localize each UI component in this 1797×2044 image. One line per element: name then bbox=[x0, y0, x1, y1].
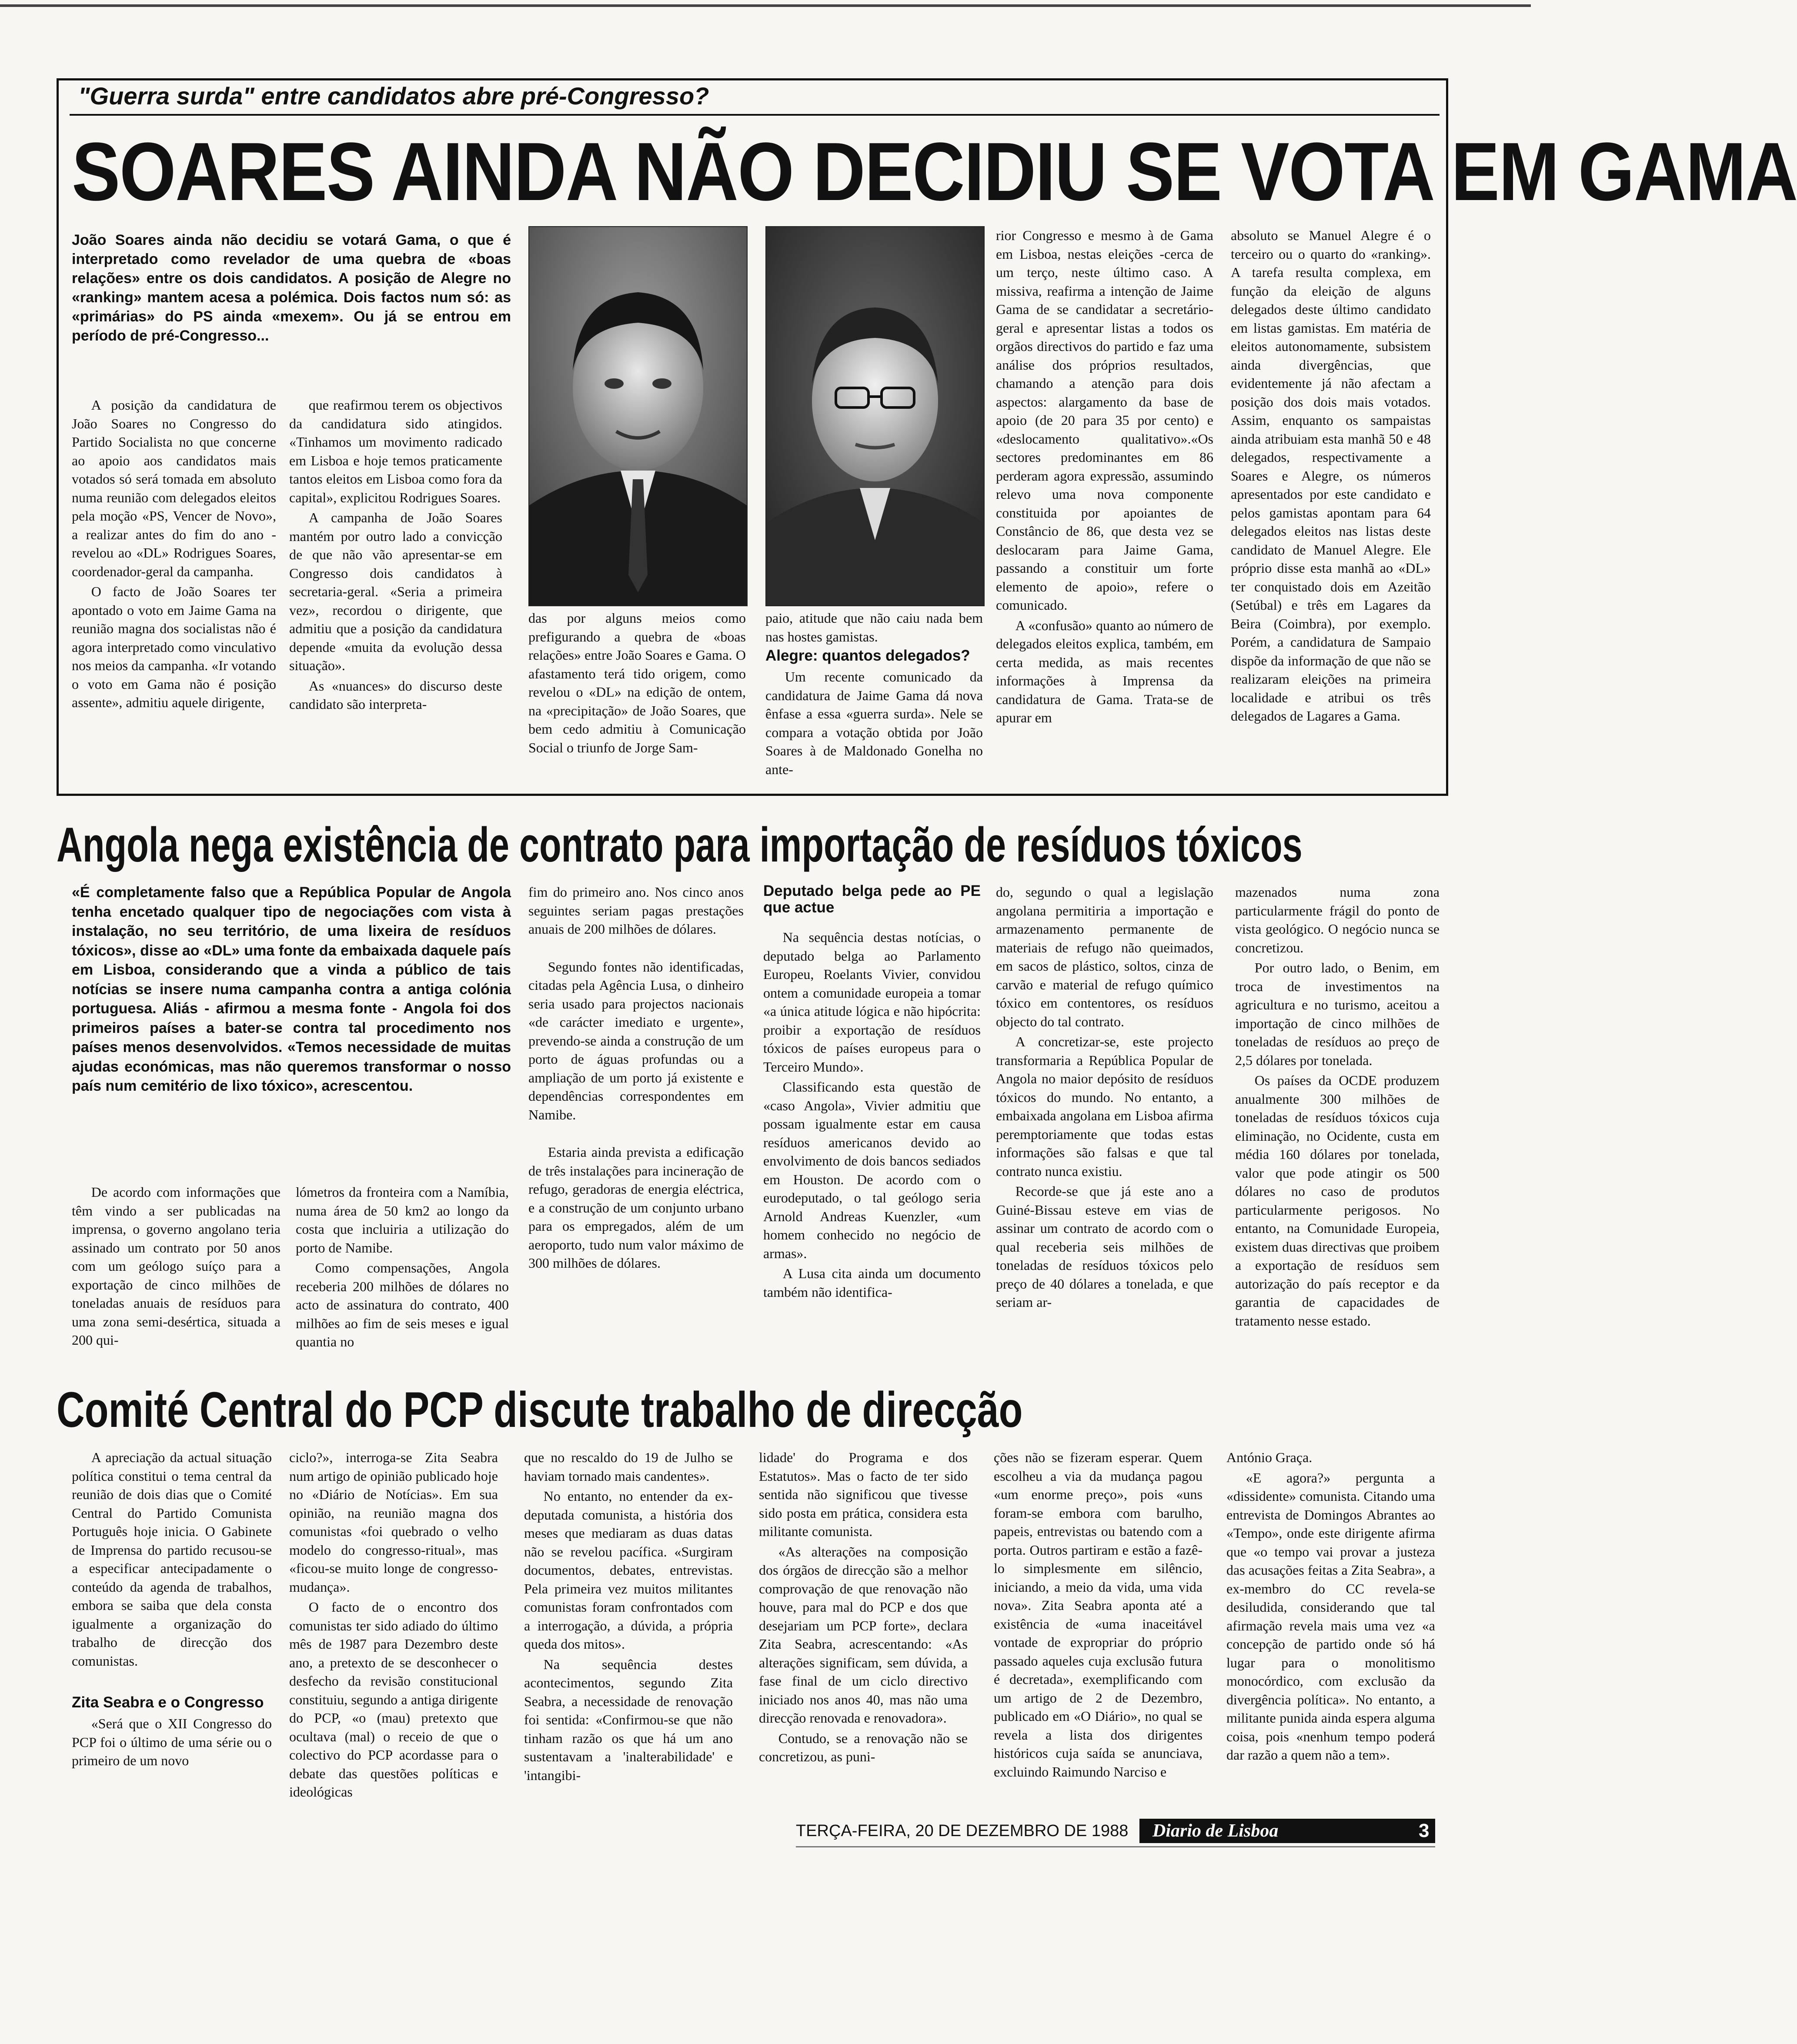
story2-col5 bbox=[996, 883, 1213, 1366]
subhead: Zita Seabra e o Congresso bbox=[72, 1694, 264, 1711]
paragraph: que reafirmou terem os objectivos da candidatura sido atingidos. «Tinhamos um movimento radicado em Lisboa e hoje temos praticamente tantos eleitos em Lisboa como fora da capital», explicitou Rodrigues Soares. bbox=[289, 397, 502, 505]
paragraph: mazenados numa zona particularmente frágil do ponto de vista geológico. O negócio nunca se concretizou. bbox=[1235, 884, 1440, 955]
story1-col3 bbox=[528, 609, 746, 783]
paragraph: fim do primeiro ano. Nos cinco anos seguintes seriam pagas prestações anuais de 200 milhões de dólares. bbox=[528, 884, 744, 937]
paragraph: Recorde-se que já este ano a Guiné-Bissau esteve em vias de assinar um contrato de acordo com o qual receberia seis milhões de toneladas de resíduos tóxicos pelo preço de 40 dólares a tonelada, e que seriam ar- bbox=[996, 1183, 1213, 1310]
footer-rule bbox=[796, 1846, 1435, 1847]
scan-edge-line bbox=[0, 4, 1531, 7]
story2-headline: Angola nega existência de contrato para importação de resíduos tóxicos bbox=[57, 818, 1303, 872]
photo-joao-soares bbox=[528, 226, 748, 606]
paragraph: lidade' do Programa e dos Estatutos». Mas o facto de ter sido sentida não significou que tivesse sido posta em prática, considera esta militante comunista. bbox=[759, 1450, 968, 1539]
story1-kicker-rule bbox=[70, 114, 1440, 116]
paragraph: Como compensações, Angola receberia 200 milhões de dólares no acto de assinatura do contrato, 400 milhões ao fim de seis meses e igual quantia no bbox=[296, 1260, 509, 1349]
story1-headline: SOARES AINDA NÃO DECIDIU SE VOTA EM GAMA bbox=[72, 126, 1797, 218]
photo-jaime-gama bbox=[765, 226, 985, 606]
paragraph: lómetros da fronteira com a Namíbia, numa área de 50 km2 ao longo da costa que incluiria a utilização do porto de Namibe. bbox=[296, 1184, 509, 1256]
story2-col4 bbox=[763, 883, 981, 1366]
paragraph: ciclo?», interroga-se Zita Seabra num artigo de opinião publicado hoje no «Diário de Notícias». Em sua opinião, na reunião magna dos comunistas «foi quebrado o velho modelo do congresso-ritual», mas «ficou-se muito longe de congresso-mudança». bbox=[289, 1450, 498, 1595]
paragraph: Segundo fontes não identificadas, citadas pela Agência Lusa, o dinheiro seria usado para projectos nacionais «de carácter imediato e urgente», prevendo-se ainda a construção de um porto de águas profundas ou a ampliação de um porto já existente e dependências correspondentes em Namibe. bbox=[528, 959, 744, 1122]
paragraph: «Será que o XII Congresso do PCP foi o último de uma série ou o primeiro de um novo bbox=[72, 1716, 272, 1768]
footer-masthead: Diario de Lisboa bbox=[1152, 1821, 1279, 1841]
paragraph: rior Congresso e mesmo à de Gama em Lisboa, nestas eleições -cerca de um terço, neste último caso. A missiva, reafirma a intenção de Jaime Gama de se candidatar a secretário-geral e apresentar listas a todos os orgãos directivos do partido e faz uma análise dos próprios resultados, chamando a atenção para dois aspectos: alargamento da base de apoio (de 20 para 35 por cento) e «deslocamento qualitativo».«Os sectores predominantes em 86 perderam agora expressão, assumindo relevo uma nova componente constituida por apoiantes de Constâncio de 86, que desta vez se deslocaram para Jaime Gama, passando a constituir um forte elemento de apoio», refere o comunicado. bbox=[996, 227, 1213, 613]
story1-col4 bbox=[765, 609, 983, 783]
paragraph: absoluto se Manuel Alegre é o terceiro ou o quarto do «ranking». A tarefa resulta complexa, em função da eleição de alguns delegados deste último candidato em listas gamistas. Em matéria de eleitos autonomamente, subsistem ainda divergências, que evidentemente já não afectam a posição dos dois mais votados. Assim, enquanto os sampaistas ainda atribuiam esta manhã 50 e 48 delegados, respectivamente a Soares e Alegre, os números apresentados por este candidato e pelos gamistas apontam para 64 delegados eleitos nas listas deste candidato de Manuel Alegre. Ele próprio disse esta manhã ao «DL» ter conquistado dois em Azeitão (Setúbal) e três em Lagares da Beira (Coimbra), por exemplo. Porém, a candidatura de Sampaio dispõe da informação de que não se realizaram eleições na primeira localidade e atribui os três delegados de Lagares a Gama. bbox=[1231, 227, 1431, 724]
story2-col6 bbox=[1235, 883, 1440, 1366]
story3-col1 bbox=[72, 1448, 272, 1818]
story3-col5 bbox=[994, 1448, 1202, 1818]
paragraph: ções não se fizeram esperar. Quem escolheu a via da mudança pagou «um enorme preço», pois «uns foram-se embora com barulho, papeis, entrevistas ou batendo com a porta. Outros partiram e estão a fazê-lo simplesmente em silêncio, iniciando, a meio da vida, uma vida nova». Zita Seabra aponta até a existência de «uma inaceitável vontade de expropriar do próprio passado aqueles cuja exclusão futura é decretada», exemplificando com um artigo de 2 de Dezembro, publicado em «O Diário», no qual se revela a lista dos dirigentes históricos cuja saída se anunciava, excluindo Raimundo Narciso e bbox=[994, 1450, 1202, 1780]
paragraph: As «nuances» do discurso deste candidato são interpreta- bbox=[289, 678, 502, 712]
paragraph: Os países da OCDE produzem anualmente 300 milhões de toneladas de resíduos tóxicos cuja eliminação, no Ocidente, custa em média 160 dólares por tonelada, valor que pode atingir os 500 dólares no caso de produtos particularmente perigosos. No entanto, na Comunidade Europeia, existem duas directivas que proibem a exportação de resíduos sem autorização do país receptor e da garantia de capacidades de tratamento nesse estado. bbox=[1235, 1072, 1440, 1329]
story3-col6 bbox=[1226, 1448, 1435, 1818]
paragraph: A campanha de João Soares mantém por outro lado a convicção de que não vão apresentar-se em Congresso dois candidatos à secretaria-geral. «Seria a primeira vez», recordou o dirigente, que admitiu que a posição da candidatura depende «muita da evolução dessa situação». bbox=[289, 510, 502, 673]
subhead: Deputado belga pede ao PE que actue bbox=[763, 882, 981, 916]
paragraph: O facto de o encontro dos comunistas ter sido adiado do último mês de 1987 para Dezembro deste ano, a pretexto de se desconhecer o desfecho da revisão constitucional constituiu, segundo a antiga dirigente do PCP, «o (mau) pretexto que ocultava (mal) o receio de que o colectivo do PCP acordasse para o debate das questões políticas e ideológicas bbox=[289, 1599, 498, 1800]
paragraph: Na sequência destes acontecimentos, segundo Zita Seabra, a necessidade de renovação foi sentida: «Confirmou-se que não tinham razão os que há um ano sustentavam a 'inalterabilidade' e 'intangibi- bbox=[524, 1656, 733, 1783]
story2-lead: «É completamente falso que a República Popular de Angola tenha encetado qualquer tipo de negociações com vista à instalação, no seu território, de uma lixeira de resíduos tóxicos», disse ao «DL» uma fonte da embaixada daquele país em Lisboa, considerando que a vinda a público de tais notícias se insere numa campanha contra a antiga colónia portuguesa. Aliás - afirmou a mesma fonte - Angola foi dos primeiros países a bater-se contra tal procedimento nos países menos desenvolvidos. «Temos necessidade de muitas ajudas económicas, mas não queremos transformar o nosso país num cemitério de lixo tóxico», acrescentou. bbox=[72, 884, 511, 1094]
paragraph: Na sequência destas notícias, o deputado belga ao Parlamento Europeu, Roelants Vivier, convidou ontem a comunidade europeia a tomar «a única atitude lógica e não hipócrita: proibir a exportação de resíduos tóxicos de países europeus para o Terceiro Mundo». bbox=[763, 929, 981, 1075]
paragraph: António Graça. bbox=[1226, 1450, 1313, 1465]
footer-page-number: 3 bbox=[1419, 1820, 1430, 1841]
portrait-image bbox=[529, 227, 747, 605]
paragraph: A «confusão» quanto ao número de delegados eleitos explica, também, em certa medida, as mais recentes informações à Imprensa da candidatura de Gama. Trata-se de apurar em bbox=[996, 617, 1213, 725]
story2-col3 bbox=[528, 883, 744, 1366]
story3-headline: Comité Central do PCP discute trabalho de direcção bbox=[57, 1382, 1023, 1438]
paragraph: A concretizar-se, este projecto transformaria a República Popular de Angola no maior depósito de resíduos tóxicos do mundo. No entanto, a embaixada angolana em Lisboa afirma peremptoriamente que todas estas informações são falsas e que tal contrato nunca existiu. bbox=[996, 1034, 1213, 1179]
paragraph: No entanto, no entender da ex-deputada comunista, a história dos meses que mediaram as duas datas não se revelou pacífica. «Surgiram documentos, debates, entrevistas. Pela primeira vez muitos militantes comunistas foram confrontados com a interrogação, a dúvida, a própria queda dos mitos». bbox=[524, 1488, 733, 1652]
paragraph: Por outro lado, o Benim, em troca de investimentos na agricultura e no turismo, aceitou a importação de cinco milhões de toneladas de resíduos ao preço de 2,5 dólares por tonelada. bbox=[1235, 960, 1440, 1068]
subhead: Alegre: quantos delegados? bbox=[765, 647, 970, 664]
paragraph: Classificando esta questão de «caso Angola», Vivier admitiu que possam igualmente estar em causa resíduos americanos devido ao envolvimento de dois bancos sediados em Houston. De acordo com o eurodeputado, o tal geólogo seria Arnold Andreas Kuenzler, «um homem conhecido no negócio de armas». bbox=[763, 1079, 981, 1261]
paragraph: Um recente comunicado da candidatura de Jaime Gama dá nova ênfase a essa «guerra surda». Nele se compara a votação obtida por João Soares à de Maldonado Gonelha no ante- bbox=[765, 669, 983, 777]
portrait-image bbox=[766, 227, 984, 605]
paragraph: A posição da candidatura de João Soares no Congresso do Partido Socialista no que concerne ao apoio aos candidatos mais votados só será tomada em absoluto numa reunião com delegados eleitos pela moção «PS, Vencer de Novo», a realizar antes do fim do ano -revelou ao «DL» Rodrigues Soares, coordenador-geral da campanha. bbox=[72, 397, 276, 579]
story2-col1 bbox=[72, 1183, 281, 1366]
paragraph: do, segundo o qual a legislação angolana permitiria a importação e armazenamento permanente de materiais de refugo não queimados, em sacos de plástico, soltos, cinza de carvão e material de refugo químico tóxico em contentores, os resíduos objecto do tal contrato. bbox=[996, 884, 1213, 1029]
story3-col2 bbox=[289, 1448, 498, 1818]
story1-kicker: "Guerra surda" entre candidatos abre pré-Congresso? bbox=[78, 82, 709, 110]
story1-lead: João Soares ainda não decidiu se votará Gama, o que é interpretado como revelador de uma quebra de «boas relações» entre os dois candidatos. A posição de Alegre no «ranking» mantem acesa a polémica. Dois factos num só: as «primárias» do PS ainda «mexem». Ou já se entrou em período de pré-Congresso... bbox=[72, 232, 511, 344]
paragraph: paio, atitude que não caiu nada bem nas hostes gamistas. bbox=[765, 610, 983, 645]
paragraph: que no rescaldo do 19 de Julho se haviam tornado mais candentes». bbox=[524, 1450, 733, 1484]
paragraph: Contudo, se a renovação não se concretizou, as puni- bbox=[759, 1730, 968, 1764]
paragraph: De acordo com informações que têm vindo a ser publicadas na imprensa, o governo angolano teria assinado um contrato por 50 anos com um geólogo suíço para a exportação de cinco milhões de toneladas anuais de resíduos para uma zona semi-desértica, situada a 200 qui- bbox=[72, 1184, 281, 1348]
story1-col5 bbox=[996, 226, 1213, 783]
paragraph: O facto de João Soares ter apontado o voto em Jaime Gama na reunião magna dos socialistas não é agora interpretado como vinculativo nos meios da campanha. «Ir votando o voto em Gama não é posição assente», admitiu aquele dirigente, bbox=[72, 584, 276, 710]
paragraph: A Lusa cita ainda um documento também não identifica- bbox=[763, 1266, 981, 1300]
paragraph: «E agora?» pergunta a «dissidente» comunista. Citando uma entrevista de Domingos Abrantes ao «Tempo», onde este dirigente afirma que «o tempo vai provar a justeza das acusações feitas a Zita Seabra», a ex-membro do CC revela-se desiludida, considerando que tal afirmação revela mais uma vez «a concepção de partido onde só há lugar para o monolitismo monocórdico, com exclusão da divergência política». No entanto, a militante punida ainda espera alguma coisa, pois «nenhum tempo poderá dar razão a quem não a tem». bbox=[1226, 1470, 1435, 1763]
story2-col2 bbox=[296, 1183, 509, 1366]
story1-col6 bbox=[1231, 226, 1431, 783]
paragraph: das por alguns meios como prefigurando a quebra de «boas relações» entre João Soares e Gama. O afastamento terá tido origem, como revelou o «DL» na edição de ontem, na «precipitação» de João Soares, que bem cedo admitiu à Comunicação Social o triunfo de Jorge Sam- bbox=[528, 610, 746, 755]
paragraph: A apreciação da actual situação política constitui o tema central da reunião de dois dias que o Comité Central do Partido Comunista Português hoje inicia. O Gabinete de Imprensa do partido recusou-se a especificar antecipadamente o conteúdo da agenda de trabalhos, embora se saiba que dela consta igualmente a organização do trabalho de direcção dos comunistas. bbox=[72, 1450, 272, 1669]
story1-col1 bbox=[72, 396, 276, 783]
paragraph: Estaria ainda prevista a edificação de três instalações para incineração de refugo, geradoras de energia eléctrica, e a construção de um conjunto urbano para os empregados, além de um aeroporto, tudo num valor máximo de 300 milhões de dólares. bbox=[528, 1144, 744, 1271]
footer-date: TERÇA-FEIRA, 20 DE DEZEMBRO DE 1988 bbox=[796, 1822, 1129, 1840]
paragraph: «As alterações na composição dos órgãos de direcção são a melhor comprovação de que renovação não houve, para mal do PCP e dos que desejariam um PCP forte», declara Zita Seabra, acrescentando: «As alterações significam, sem dúvida, a fase final de um ciclo directivo iniciado nos anos 40, mas não uma direcção renovada e renovadora». bbox=[759, 1543, 968, 1726]
story3-col4 bbox=[759, 1448, 968, 1818]
story1-col2 bbox=[289, 396, 502, 783]
story3-col3 bbox=[524, 1448, 733, 1818]
